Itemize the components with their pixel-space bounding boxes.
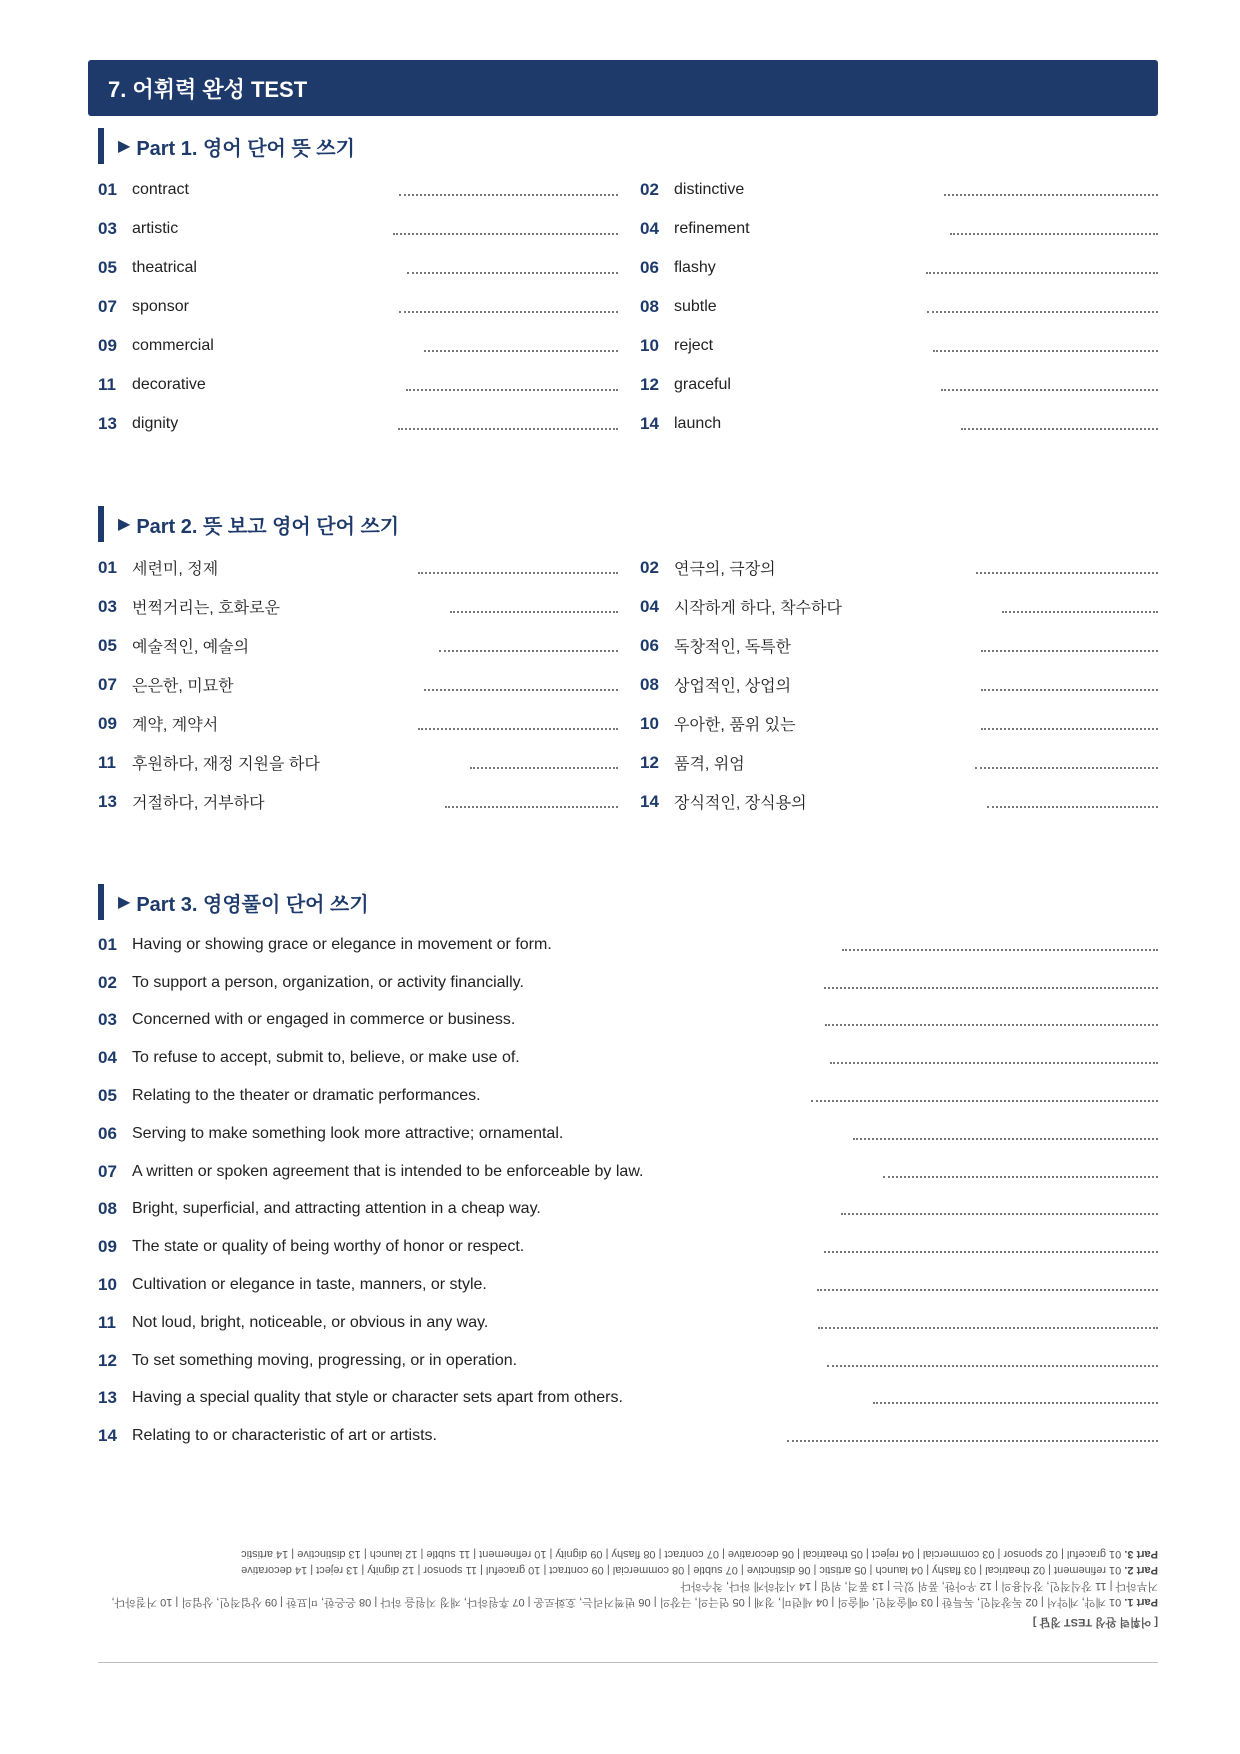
- part1-item: [98, 375, 618, 395]
- item-number: 03: [98, 218, 117, 238]
- answer-key-part3: [98, 1546, 1158, 1562]
- item-meaning: 독창적인, 독특한: [674, 639, 792, 656]
- part1-item: [640, 219, 1158, 239]
- part3-item: [98, 1380, 1158, 1418]
- answer-blank[interactable]: [987, 796, 1158, 808]
- answer-blank[interactable]: [944, 184, 1158, 196]
- answer-blank[interactable]: [418, 562, 618, 574]
- part3-item: [98, 1039, 1158, 1077]
- item-word: refinement: [674, 219, 750, 237]
- answer-blank[interactable]: [941, 379, 1158, 391]
- item-number: 12: [640, 374, 659, 394]
- answer-blank[interactable]: [393, 223, 618, 235]
- answer-blank[interactable]: [445, 796, 618, 808]
- part1-heading-text: Part 1. 영어 단어 뜻 쓰기: [136, 137, 355, 160]
- part2-item: [98, 595, 618, 618]
- part3-item: [98, 1077, 1158, 1115]
- part2-item: [640, 790, 1158, 813]
- part2-item: [98, 790, 618, 813]
- item-meaning: 우아한, 품위 있는: [674, 717, 796, 734]
- answer-blank[interactable]: [927, 301, 1158, 313]
- item-meaning: 예술적인, 예술의: [132, 639, 250, 656]
- answer-blank[interactable]: [853, 1128, 1158, 1140]
- part2-row: [98, 743, 1158, 782]
- answer-blank[interactable]: [873, 1392, 1158, 1404]
- answer-key-title: [ 어휘력 완성 TEST 정답 ]: [1032, 1616, 1158, 1628]
- item-number: 11: [98, 1312, 116, 1332]
- item-word: theatrical: [132, 258, 197, 276]
- answer-blank[interactable]: [842, 939, 1158, 951]
- part1-row: [98, 365, 1158, 404]
- item-number: 01: [98, 934, 117, 954]
- part1-item: [640, 180, 1158, 200]
- page-title: [88, 60, 1158, 116]
- part3-item: [98, 926, 1158, 964]
- part3-heading-text: Part 3. 영영풀이 단어 쓰기: [136, 893, 369, 916]
- item-number: 13: [98, 413, 117, 433]
- item-definition: To refuse to accept, submit to, believe, or make use of.: [132, 1049, 520, 1067]
- answer-blank[interactable]: [439, 640, 618, 652]
- part1-item: [640, 414, 1158, 434]
- item-number: 01: [98, 179, 117, 199]
- answer-part-text: 01 refinement | 02 theatrical | 03 flashy | 04 launch | 05 artistic | 06 distinctive | 07 subtle | 08 commercial | 09 contract | 10 graceful | 11 sponsor | 12 dignity | 13 reject | 14 decorative: [241, 1564, 1122, 1576]
- triangle-right-icon: ▶: [118, 138, 131, 155]
- part3-list: [98, 926, 1158, 1455]
- answer-part-text: 01 graceful | 02 sponsor | 03 commercial | 04 reject | 05 theatrical | 06 decorative | 07 contract | 08 flashy | 09 dignity | 10 refinement | 11 subtle | 12 launch | 13 distinctive | 14 artistic: [241, 1548, 1122, 1560]
- answer-blank[interactable]: [811, 1090, 1158, 1102]
- part1-row: [98, 248, 1158, 287]
- answer-blank[interactable]: [824, 977, 1158, 989]
- part2-item: [98, 751, 618, 774]
- item-number: 09: [98, 713, 117, 733]
- item-number: 10: [640, 335, 659, 355]
- answer-key-part1: [98, 1578, 1158, 1610]
- answer-blank[interactable]: [399, 184, 618, 196]
- heading-accent-bar: [98, 506, 104, 542]
- answer-blank[interactable]: [841, 1203, 1158, 1215]
- part3-heading: [98, 884, 369, 920]
- answer-blank[interactable]: [817, 1279, 1158, 1291]
- item-number: 10: [98, 1275, 117, 1295]
- item-word: launch: [674, 414, 722, 432]
- part3-item: [98, 1191, 1158, 1229]
- part2-item: [640, 712, 1158, 735]
- part2-row: [98, 548, 1158, 587]
- item-number: 03: [98, 1010, 117, 1030]
- item-number: 04: [98, 1048, 117, 1068]
- answer-blank[interactable]: [787, 1430, 1158, 1442]
- item-number: 05: [98, 257, 117, 277]
- item-number: 14: [640, 413, 659, 433]
- item-word: contract: [132, 180, 189, 198]
- heading-accent-bar: [98, 128, 104, 164]
- item-number: 14: [640, 791, 659, 811]
- part1-item: [98, 414, 618, 434]
- item-number: 13: [98, 1388, 117, 1408]
- answer-blank[interactable]: [824, 1241, 1158, 1253]
- part1-item: [640, 297, 1158, 317]
- heading-accent-bar: [98, 884, 104, 920]
- part2-item: [98, 712, 618, 735]
- answer-key-part2: [98, 1562, 1158, 1578]
- part2-row: [98, 782, 1158, 821]
- part1-heading: [98, 128, 355, 164]
- item-meaning: 연극의, 극장의: [674, 561, 776, 578]
- item-number: 07: [98, 1161, 117, 1181]
- item-number: 06: [640, 635, 659, 655]
- answer-part-label: Part 2.: [1124, 1564, 1158, 1576]
- part2-item: [640, 634, 1158, 657]
- item-number: 13: [98, 791, 117, 811]
- part2-heading: [98, 506, 399, 542]
- item-number: 08: [640, 296, 659, 316]
- item-definition: Concerned with or engaged in commerce or business.: [132, 1011, 516, 1029]
- item-meaning: 장식적인, 장식용의: [674, 795, 807, 812]
- part1-row: [98, 209, 1158, 248]
- item-definition: Having or showing grace or elegance in movement or form.: [132, 935, 552, 953]
- answer-part-label: Part 1.: [1124, 1596, 1158, 1608]
- answer-blank[interactable]: [424, 340, 618, 352]
- item-number: 06: [98, 1123, 117, 1143]
- item-word: dignity: [132, 414, 179, 432]
- item-definition: A written or spoken agreement that is intended to be enforceable by law.: [132, 1162, 644, 1180]
- part3-item: [98, 1153, 1158, 1191]
- item-number: 02: [98, 972, 117, 992]
- answer-blank[interactable]: [398, 418, 618, 430]
- item-number: 03: [98, 596, 117, 616]
- item-number: 10: [640, 713, 659, 733]
- part3-item: [98, 1002, 1158, 1040]
- item-word: subtle: [674, 297, 717, 315]
- answer-blank[interactable]: [818, 1317, 1158, 1329]
- item-number: 05: [98, 635, 117, 655]
- part2-row: [98, 587, 1158, 626]
- item-definition: Cultivation or elegance in taste, manners, or style.: [132, 1276, 487, 1294]
- part3-item: [98, 1115, 1158, 1153]
- item-definition: Not loud, bright, noticeable, or obvious in any way.: [132, 1313, 489, 1331]
- item-meaning: 계약, 계약서: [132, 717, 219, 734]
- answer-key: [98, 1510, 1158, 1630]
- item-number: 05: [98, 1086, 117, 1106]
- answer-blank[interactable]: [981, 718, 1158, 730]
- item-number: 11: [98, 752, 116, 772]
- answer-blank[interactable]: [450, 601, 618, 613]
- item-number: 09: [98, 335, 117, 355]
- item-definition: Bright, superficial, and attracting attention in a cheap way.: [132, 1200, 541, 1218]
- item-word: commercial: [132, 336, 214, 354]
- item-definition: The state or quality of being worthy of honor or respect.: [132, 1238, 525, 1256]
- item-number: 08: [640, 674, 659, 694]
- item-meaning: 품격, 위엄: [674, 756, 745, 773]
- item-number: 04: [640, 596, 659, 616]
- item-definition: Serving to make something look more attractive; ornamental.: [132, 1124, 564, 1142]
- part1-item: [640, 258, 1158, 278]
- item-number: 12: [640, 752, 659, 772]
- item-word: reject: [674, 336, 714, 354]
- item-number: 12: [98, 1350, 117, 1370]
- item-number: 07: [98, 674, 117, 694]
- item-definition: To set something moving, progressing, or in operation.: [132, 1351, 518, 1369]
- triangle-right-icon: ▶: [118, 894, 131, 911]
- answer-part-text: 01 계약, 계약서 | 02 독창적인, 독특한 | 03 예술적인, 예술의 | 04 세련미, 정제 | 05 연극의, 극장의 | 06 번쩍거리는, 호화로운 | 07 후원하다, 재정 지원을 하다 | 08 은은한, 미묘한 | 09 상업적인, 상업의 | 10 거절하다, 거부하다 | 11 장식적인, 장식용의 | 12 우아한, 품위 있는 | 13 품격, 위엄 | 14 시작하게 하다, 착수하다: [111, 1580, 1158, 1608]
- item-meaning: 상업적인, 상업의: [674, 678, 792, 695]
- item-number: 04: [640, 218, 659, 238]
- answer-blank[interactable]: [827, 1355, 1158, 1367]
- part2-item: [640, 673, 1158, 696]
- answer-blank[interactable]: [825, 1014, 1158, 1026]
- part2-item: [640, 595, 1158, 618]
- part2-heading-text: Part 2. 뜻 보고 영어 단어 쓰기: [136, 515, 400, 538]
- answer-blank[interactable]: [406, 379, 618, 391]
- part2-item: [98, 634, 618, 657]
- part1-row: [98, 287, 1158, 326]
- answer-blank[interactable]: [981, 640, 1158, 652]
- item-word: flashy: [674, 258, 716, 276]
- answer-blank[interactable]: [883, 1166, 1158, 1178]
- item-definition: Relating to the theater or dramatic performances.: [132, 1087, 481, 1105]
- item-meaning: 후원하다, 재정 지원을 하다: [132, 756, 320, 773]
- item-meaning: 번쩍거리는, 호화로운: [132, 600, 280, 617]
- item-number: 02: [640, 557, 659, 577]
- item-word: artistic: [132, 219, 179, 237]
- part3-item: [98, 1417, 1158, 1455]
- item-number: 11: [98, 374, 116, 394]
- item-definition: To support a person, organization, or activity financially.: [132, 973, 524, 991]
- item-word: decorative: [132, 375, 206, 393]
- part3-item: [98, 1342, 1158, 1380]
- item-number: 07: [98, 296, 117, 316]
- part1-row: [98, 404, 1158, 443]
- item-definition: Relating to or characteristic of art or artists.: [132, 1427, 437, 1445]
- part2-row: [98, 626, 1158, 665]
- answer-blank[interactable]: [830, 1052, 1158, 1064]
- part1-item: [640, 375, 1158, 395]
- answer-blank[interactable]: [399, 301, 618, 313]
- footer-divider: [98, 1662, 1158, 1663]
- part1-item: [98, 258, 618, 278]
- answer-blank[interactable]: [933, 340, 1158, 352]
- answer-blank[interactable]: [1002, 601, 1158, 613]
- answer-blank[interactable]: [926, 262, 1158, 274]
- part1-row: [98, 326, 1158, 365]
- item-word: sponsor: [132, 297, 189, 315]
- part1-item: [98, 336, 618, 356]
- part2-row: [98, 665, 1158, 704]
- answer-blank[interactable]: [950, 223, 1158, 235]
- item-meaning: 세련미, 정제: [132, 561, 219, 578]
- answer-blank[interactable]: [976, 562, 1158, 574]
- part3-item: [98, 1266, 1158, 1304]
- answer-blank[interactable]: [975, 757, 1158, 769]
- item-number: 02: [640, 179, 659, 199]
- answer-blank[interactable]: [961, 418, 1158, 430]
- answer-part-label: Part 3.: [1124, 1548, 1158, 1560]
- part2-item: [98, 556, 618, 579]
- item-definition: Having a special quality that style or character sets apart from others.: [132, 1389, 623, 1407]
- item-meaning: 시작하게 하다, 착수하다: [674, 600, 842, 617]
- part2-item: [98, 673, 618, 696]
- part1-item: [98, 297, 618, 317]
- item-word: distinctive: [674, 180, 745, 198]
- item-number: 14: [98, 1426, 117, 1446]
- part3-item: [98, 964, 1158, 1002]
- item-meaning: 거절하다, 거부하다: [132, 795, 265, 812]
- triangle-right-icon: ▶: [118, 516, 131, 533]
- item-meaning: 은은한, 미묘한: [132, 678, 234, 695]
- part2-row: [98, 704, 1158, 743]
- page-title-text: 7. 어휘력 완성 TEST: [108, 76, 308, 102]
- part3-item: [98, 1228, 1158, 1266]
- item-number: 06: [640, 257, 659, 277]
- item-word: graceful: [674, 375, 731, 393]
- part1-item: [98, 219, 618, 239]
- part2-item: [640, 556, 1158, 579]
- answer-blank[interactable]: [418, 718, 618, 730]
- answer-blank[interactable]: [407, 262, 618, 274]
- part1-item: [640, 336, 1158, 356]
- answer-blank[interactable]: [470, 757, 618, 769]
- part1-item: [98, 180, 618, 200]
- part2-item: [640, 751, 1158, 774]
- part3-item: [98, 1304, 1158, 1342]
- part2-list: [98, 548, 1158, 821]
- part1-list: [98, 170, 1158, 443]
- part1-row: [98, 170, 1158, 209]
- answer-blank[interactable]: [981, 679, 1158, 691]
- item-number: 09: [98, 1237, 117, 1257]
- answer-blank[interactable]: [424, 679, 618, 691]
- item-number: 08: [98, 1199, 117, 1219]
- item-number: 01: [98, 557, 117, 577]
